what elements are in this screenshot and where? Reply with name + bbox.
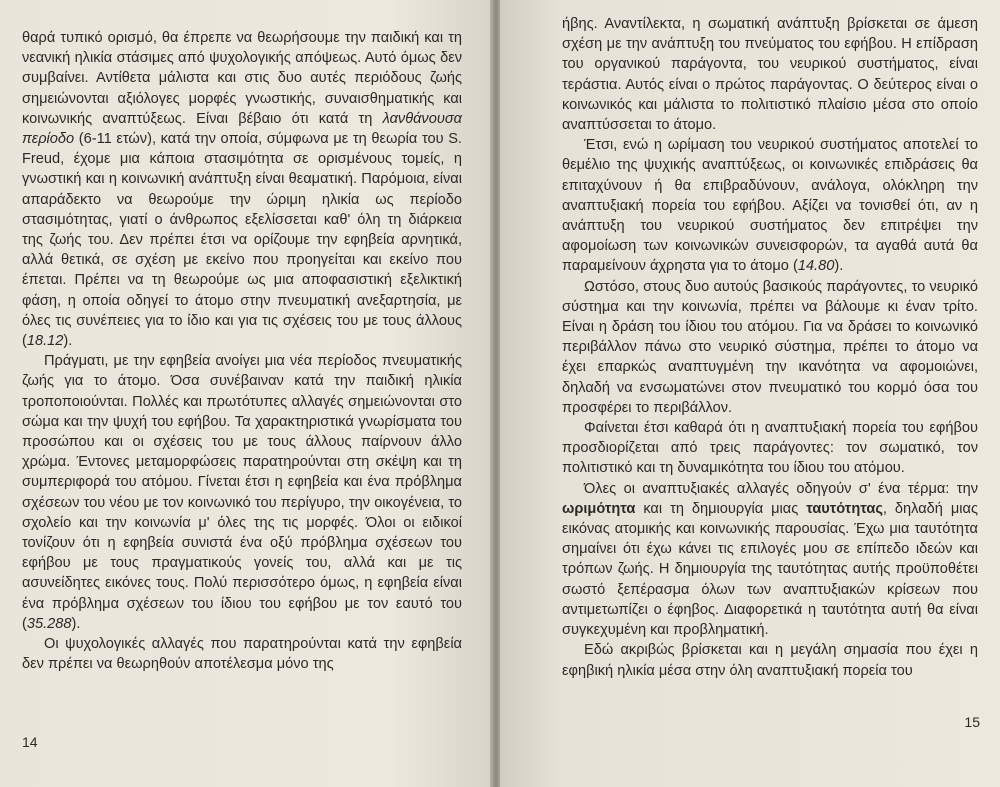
italic-text: 18.12 bbox=[26, 333, 64, 350]
text-run: Εδώ ακριβώς βρίσκεται και η μεγάλη σημασία που έχει η εφηβική ηλικία μέσα στην όλη αναπτυξιακή πορεία του bbox=[562, 642, 978, 679]
text-run: ήβης. Αναντίλεκτα, η σωματική ανάπτυξη βρίσκεται σε άμεση σχέση με την ανάπτυξη του πνεύματος του εφήβου. Η επίδραση του οργανικού παράγοντα, του νευρικού συστήματος, είναι τεράστια. Αυτός είναι ο πρώτος παράγοντας. Ο δεύτερος είναι ο κοινωνικός και μάλιστα το πολιτιστικό πλαίσιο μέσα στο οποίο αναπτύσσεται το άτομο. bbox=[562, 16, 978, 134]
text-run: ). bbox=[71, 615, 81, 632]
paragraph bbox=[562, 277, 978, 418]
right-page-number: 15 bbox=[964, 714, 980, 730]
text-run: Φαίνεται έτσι καθαρά ότι η αναπτυξιακή πορεία του εφήβου προσδιορίζεται από τρεις παράγοντες: τον σωματικό, τον πολιτιστικό και τη δυναμικότητα του ίδιου του ατόμου. bbox=[562, 420, 978, 477]
left-page-number: 14 bbox=[22, 734, 38, 750]
text-run: ). bbox=[63, 333, 73, 350]
text-run: θαρά τυπικό ορισμό, θα έπρεπε να θεωρήσουμε την παιδική και τη νεανική ηλικία στάσιμες από ψυχολογικής απόψεως. Αυτό όμως δεν συμβαίνει. Αντίθετα μάλιστα και στις δυο αυτές περιόδους ζωής σημειώνονται αξιόλογες μορφές γνωστικής, συναισθηματικής και κοινωνικής αναπτύξεως. Είναι βέβαιο ότι κατά τη bbox=[22, 30, 462, 127]
text-run: και τη δημιουργία μιας bbox=[635, 500, 807, 517]
paragraph bbox=[562, 135, 978, 276]
paragraph bbox=[562, 418, 978, 479]
text-run: ). bbox=[834, 258, 844, 275]
italic-text: 35.288 bbox=[26, 615, 72, 632]
text-run: Έτσι, ενώ η ωρίμαση του νευρικού συστήματος αποτελεί το θεμέλιο της ψυχικής αναπτύξεως, οι κοινωνικές επιδράσεις θα επιταχύνουν ή θα επιβραδύνουν, ανάλογα, ολόκληρη την αναπτυξιακή πορεία του εφήβου. Αξίζει να τονισθεί ότι, αν η ανάπτυξη του νευρικού συστήματος δεν επιτρέψει την αφομοίωση των κοινωνικών συνεισφορών, τα αγαθά αυτά θα παραμείνουν άχρηστα για το άτομο ( bbox=[562, 137, 978, 275]
paragraph bbox=[562, 640, 978, 680]
left-page bbox=[0, 0, 492, 787]
right-page-text bbox=[562, 14, 978, 681]
paragraph bbox=[562, 14, 978, 135]
left-page-text bbox=[22, 28, 462, 675]
text-run: Ωστόσο, στους δυο αυτούς βασικούς παράγοντες, το νευρικό σύστημα και την κοινωνία, πρέπει να βάλουμε κι έναν τρίτο. Είναι η δράση του ίδιου του ατόμου. Για να δράσει το κοινωνικό περιβάλλον πάνω στο νευρικό σύστημα, πρέπει το άτομο να έχει επαρκώς αναπτυγμένη την ικανότητα να αφομοιώνει, δηλαδή να ενσωματώνει στον πνευματικό του κορμό όσα του προσφέρει το περιβάλλον. bbox=[562, 278, 978, 416]
paragraph bbox=[22, 28, 462, 351]
paragraph bbox=[562, 479, 978, 641]
text-run: , δηλαδή μιας εικόνας ατομικής και κοινωνικής παρουσίας. Έχω μια ταυτότητα σημαίνει ότι έχω κάνει τις επιλογές μου σε επίπεδο ιδεών και τρόπων ζωής. Η δημιουργία της ταυτότητας αυτής προϋποθέτει σωστό ξεπέρασμα όλων των αναπτυξιακών κρίσεων που αντιμετωπίζει ο έφηβος. Διαφορετικά η ταυτότητα αυτή θα είναι συγκεχυμένη και προβληματική. bbox=[562, 500, 979, 639]
text-run: Όλες οι αναπτυξιακές αλλαγές οδηγούν σ' ένα τέρμα: την bbox=[584, 480, 978, 497]
bold-text: ταυτότητας bbox=[806, 500, 883, 517]
paragraph bbox=[22, 351, 462, 634]
bold-text: ωριμότητα bbox=[562, 500, 636, 517]
text-run: Πράγματι, με την εφηβεία ανοίγει μια νέα περίοδος πνευματικής ζωής για το άτομο. Όσα συνέβαιναν κατά την παιδική ηλικία τροποποιούνται. Πολλές και πρωτότυπες αλλαγές σημειώνονται στο σώμα και την ψυχή του εφήβου. Τα χαρακτηριστικά γνωρίσματα του προσώπου και οι σχέσεις του με τους άλλους παίρνουν άλλο χρώμα. Έντονες μεταμορφώσεις παρατηρούνται στη σκέψη και τη συμπεριφορά του ατόμου. Γίνεται έτσι η εφηβεία και ένα πρόβλημα σχέσεων του νέου με τον κοινωνικό του περίγυρο, την οικογένεια, το σχολείο και την κοινωνία μ' όλες της τις μορφές. Όλοι οι ειδικοί τονίζουν ότι η εφηβεία συνιστά ένα οξύ πρόβλημα σχέσεων του εφήβου με τους πραγματικούς γονείς του, αλλά και με τις ασυνείδητες εικόνες τους. Πολύ περισσότερο όμως, η εφηβεία είναι ένα πρόβλημα σχέσεων του ίδιου του εφήβου με τον εαυτό του ( bbox=[22, 353, 462, 632]
right-page bbox=[500, 0, 1000, 787]
paragraph bbox=[22, 634, 462, 674]
text-run: (6-11 ετών), κατά την οποία, σύμφωνα με τη θεωρία του S. Freud, έχομε μια κάποια στασιμότητα σε ορισμένους τομείς, η γνωστική και η κοινωνική ανάπτυξη είναι θεαματική. Παρόμοια, είναι απαράδεκτο να θεωρούμε την ώριμη ηλικία ως περίοδο στασιμότητας, γιατί ο άνθρωπος εξελίσσεται καθ' όλη τη διάρκεια της ζωής του. Δεν πρέπει έτσι να ορίζουμε την εφηβεία αρνητικά, αλλά θετικά, σε σχέση με εκείνο που προηγείται και εκείνο που έπεται. Πρέπει να τη θεωρούμε ως μια αποφασιστική εξελικτική φάση, η οποία οδηγεί το άτομο στην πνευματική ανεξαρτησία, με όλες τις συνέπειες για το ίδιο και για τις σχέσεις του με τους άλλους ( bbox=[22, 131, 462, 350]
text-run: Οι ψυχολογικές αλλαγές που παρατηρούνται κατά την εφηβεία δεν πρέπει να θεωρηθούν αποτέλεσμα μόνο της bbox=[22, 636, 462, 673]
italic-text: λανθάνουσα περίοδο bbox=[22, 110, 462, 148]
italic-text: 14.80 bbox=[797, 258, 835, 275]
